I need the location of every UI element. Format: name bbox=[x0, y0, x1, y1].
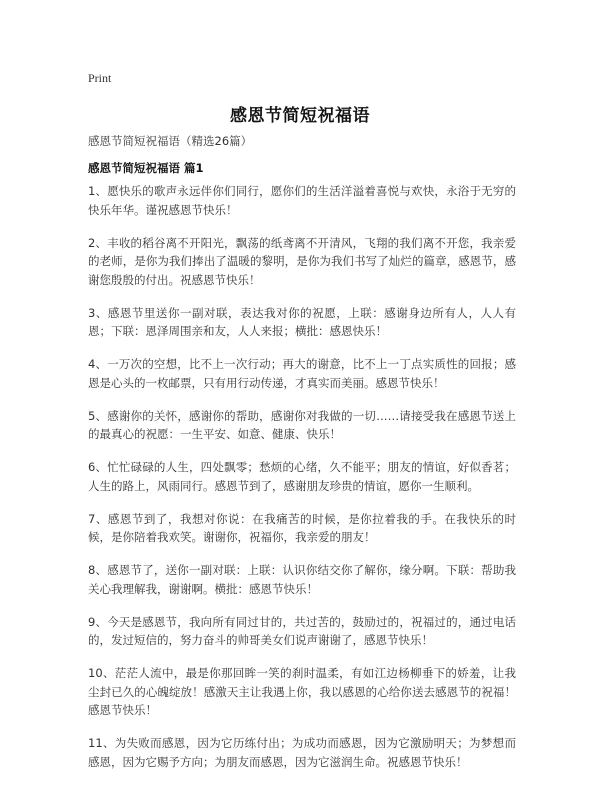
paragraph-6: 6、忙忙碌碌的人生，四处飘零；愁烦的心绪，久不能平；朋友的情谊，好似香茗；人生的路上，风雨同行。感恩节到了，感谢朋友珍贵的情谊，愿你一生顺利。 bbox=[88, 460, 516, 493]
section-heading: 感恩节简短祝福语 篇1 bbox=[88, 161, 204, 175]
paragraph-8: 8、感恩节了，送你一副对联：上联：认识你结交你了解你，缘分啊。下联：帮助我关心我理解我，谢谢啊。横批：感恩节快乐！ bbox=[88, 563, 516, 596]
paragraph-4: 4、一万次的空想，比不上一次行动；再大的谢意，比不上一丁点实质性的回报；感恩是心头的一枚邮票，只有用行动传递，才真实而美丽。感恩节快乐！ bbox=[88, 357, 516, 390]
paragraph-2: 2、丰收的稻谷离不开阳光，飘荡的纸鸢离不开清风，飞翔的我们离不开您，我亲爱的老师，是你为我们捧出了温暖的黎明，是你为我们书写了灿烂的篇章，感恩节，感谢您殷殷的付出。祝感恩节快乐！ bbox=[88, 235, 516, 287]
paragraph-7: 7、感恩节到了，我想对你说：在我痛苦的时候，是你拉着我的手。在我快乐的时候，是你陪着我欢笑。谢谢你，祝福你，我亲爱的朋友！ bbox=[88, 511, 516, 544]
paragraph-5: 5、感谢你的关怀，感谢你的帮助，感谢你对我做的一切……请接受我在感恩节送上的最真心的祝愿：一生平安、如意、健康、快乐！ bbox=[88, 408, 516, 441]
paragraph-9: 9、今天是感恩节，我向所有同过甘的，共过苦的，鼓励过的，祝福过的，通过电话的，发过短信的，努力奋斗的帅哥美女们说声谢谢了，感恩节快乐！ bbox=[88, 614, 516, 647]
paragraph-10: 10、茫茫人流中，最是你那回眸一笑的刹时温柔，有如江边杨柳垂下的娇羞，让我尘封已久的心魄绽放！感激天主让我遇上你，我以感恩的心给你送去感恩节的祝福！感恩节快乐！ bbox=[88, 666, 516, 717]
paragraph-3: 3、感恩节里送你一副对联，表达我对你的祝愿，上联：感谢身边所有人，人人有恩；下联：恩泽周围亲和友，人人来报；横批：感恩快乐！ bbox=[88, 305, 516, 338]
page-title: 感恩节简短祝福语 bbox=[230, 106, 370, 126]
paragraph-1: 1、愿快乐的歌声永远伴你们同行，愿你们的生活洋溢着喜悦与欢快，永浴于无穷的快乐年华。谨祝感恩节快乐！ bbox=[88, 184, 516, 217]
print-link[interactable]: Print bbox=[88, 71, 112, 85]
document-subtitle: 感恩节简短祝福语（精选26篇） bbox=[88, 134, 253, 148]
paragraph-list bbox=[88, 182, 516, 786]
paragraph-11: 11、为失败而感恩，因为它历练付出；为成功而感恩，因为它激励明天；为梦想而感恩，因为它赐予方向；为朋友而感恩，因为它滋润生命。祝感恩节快乐！ bbox=[88, 736, 516, 769]
